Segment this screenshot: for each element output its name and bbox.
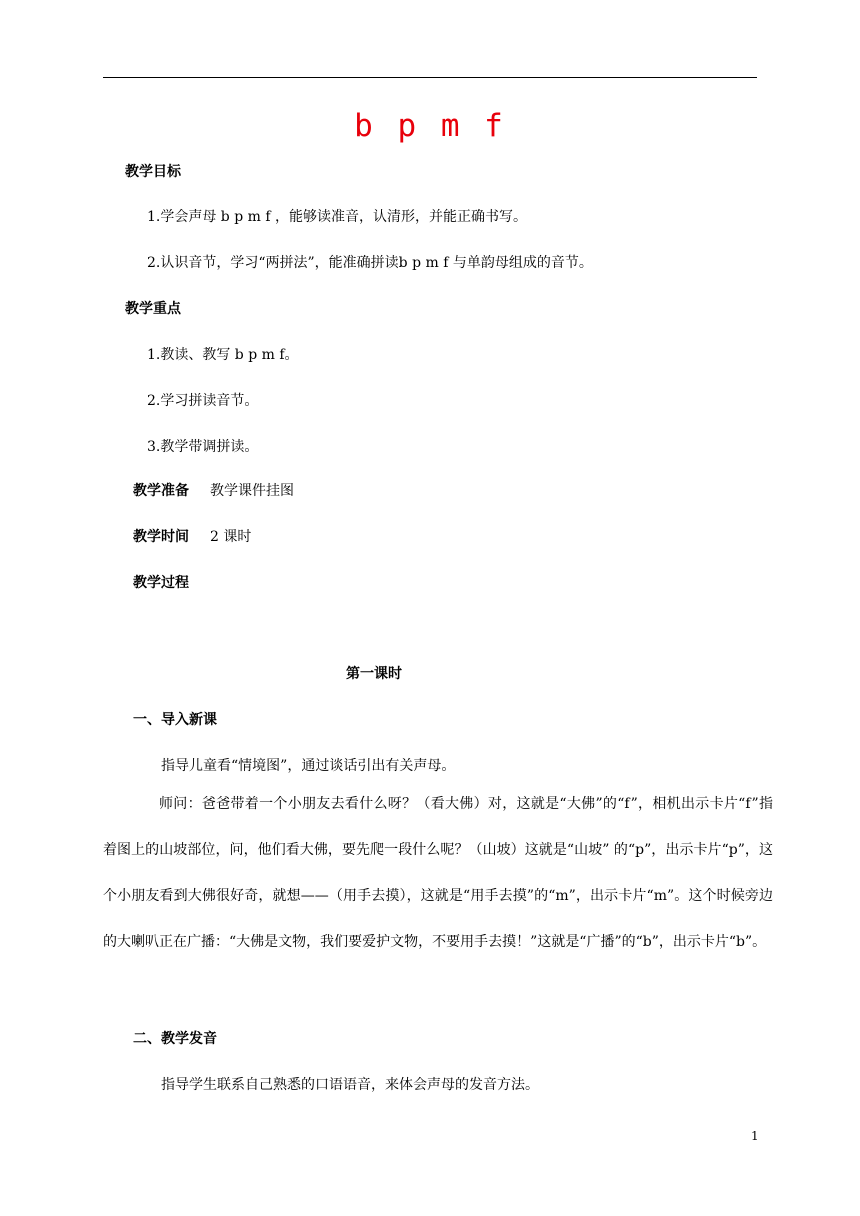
duration-label: 教学时间 xyxy=(133,529,189,545)
section1-paragraph-1: 指导儿童看“情境图”，通过谈话引出有关声母。 xyxy=(161,758,456,774)
key-point-item-3: 3.教学带调拼读。 xyxy=(147,439,259,455)
section1-paragraph-2: 师问：爸爸带着一个小朋友去看什么呀？（看大佛）对，这就是“大佛”的“f”，相机出示卡片“f”指着图上的山坡部位，问，他们看大佛，要先爬一段什么呢？（山坡）这就是“山坡” 的“p”，出示卡片“p”，这个小朋友看到大佛很好奇，就想——（用手去摸），这就是“用手去摸”的“m”，出示卡片“m”。这个时候旁边的大喇叭正在广播：“大佛是文物，我们要爱护文物，不要用手去摸！”这就是“广播”的“b”，出示卡片“b”。 xyxy=(103,796,773,950)
page-number: 1 xyxy=(751,1129,759,1143)
objective-item-2: 2.认识音节，学习“两拼法”，能准确拼读b p m f 与单韵母组成的音节。 xyxy=(147,255,593,271)
lesson-title: 第一课时 xyxy=(346,666,402,682)
header-rule xyxy=(103,77,757,78)
duration-value: 2 课时 xyxy=(210,529,252,545)
preparation-label: 教学准备 xyxy=(133,483,189,499)
key-point-item-2: 2.学习拼读音节。 xyxy=(147,393,259,409)
preparation-value: 教学课件挂图 xyxy=(210,483,294,499)
section1-heading: 一、导入新课 xyxy=(133,712,217,728)
section2-heading: 二、教学发音 xyxy=(133,1031,217,1047)
process-heading: 教学过程 xyxy=(133,575,189,591)
key-points-heading: 教学重点 xyxy=(125,301,181,317)
section2-paragraph-1: 指导学生联系自己熟悉的口语语音，来体会声母的发音方法。 xyxy=(161,1077,539,1093)
key-point-item-1: 1.教读、教写 b p m f。 xyxy=(147,347,299,363)
objective-item-1: 1.学会声母 b p m f ，能够读准音，认清形，并能正确书写。 xyxy=(147,209,527,225)
page-title: b p m f xyxy=(354,108,506,144)
objectives-heading: 教学目标 xyxy=(125,164,181,180)
